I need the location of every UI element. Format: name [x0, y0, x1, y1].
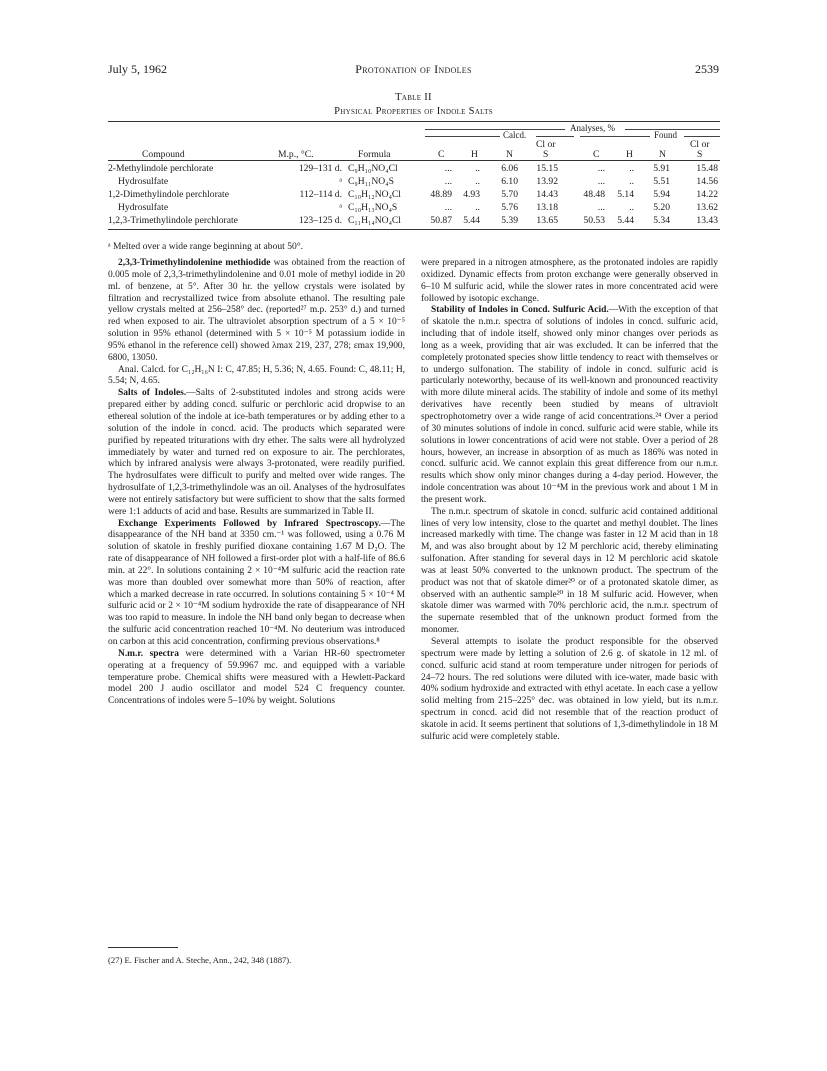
table-footnote: ᵃ Melted over a wide range beginning at about 50°. — [108, 241, 304, 252]
row5-n-found: 5.34 — [653, 215, 670, 226]
row4-c-calcd: ... — [444, 202, 452, 213]
row3-s-calcd: 14.43 — [536, 189, 558, 200]
row4-c-found: ... — [597, 202, 605, 213]
header-page-number: 2539 — [695, 62, 719, 76]
found-rule-right — [684, 136, 720, 137]
paragraph-text: Anal. Calcd. for C₁₂H₁₆N I: C, 47.85; H, 5.36; N, 4.65. Found: C, 48.11; H, 5.54; N, 4.65. — [108, 364, 405, 387]
paragraph-heading: Exchange Experiments Followed by Infrared Spectroscopy. — [118, 518, 381, 529]
row3-n-calcd: 5.70 — [501, 189, 518, 200]
col-header-h-calcd: H — [471, 149, 478, 160]
row5-c-found: 50.53 — [583, 215, 605, 226]
paragraph-heading: Salts of Indoles. — [118, 388, 187, 399]
paragraph-text: were determined with a Varian HR-60 spectrometer operating at a frequency of 59.9967 mc. and equipped with a variable temperature probe. Chemical shifts were measured with a Hewlett-Packard model 200 J audio oscillator and model 524 C frequency counter. Concentrations of indoles were 5–10% by weight. Solutions — [108, 648, 405, 707]
row1-n-found: 5.91 — [653, 163, 670, 174]
reference-rule — [108, 947, 178, 948]
paragraph — [108, 388, 405, 518]
col-header-n-calcd: N — [506, 149, 513, 160]
paragraph — [421, 305, 718, 506]
paragraph-text: was obtained from the reaction of 0.005 mole of 2,3,3-trimethylindolenine and 0.01 mole of methyl iodide in 20 ml. of benzene, at 5°. After 30 hr. the yellow crystals were isolated by filtration and recrystallized twice from absolute ethanol. The resulting pale yellow crystals melted at 256–258° dec. (reported²⁷ m.p. 253° d.) and turned red when exposed to air. The ultraviolet absorption spectrum of a 5 × 10⁻⁵ solution in 95% ethanol (determined with 5 × 10⁻⁵ M potassium iodide in 95% ethanol in the reference cell) showed λmax 219, 237, 278; εmax 19,900, 6800, 13050. — [108, 258, 405, 363]
table-header-rule — [108, 160, 720, 161]
row5-h-calcd: 5.44 — [463, 215, 480, 226]
col-header-s-calcd: S — [543, 149, 549, 160]
calcd-rule-left — [425, 136, 500, 137]
row4-compound: Hydrosulfate — [118, 202, 169, 213]
table-title: Table II — [395, 92, 432, 103]
table-top-rule — [108, 121, 720, 122]
col-header-cl-or-calcd: Cl or — [536, 139, 556, 150]
paragraph-heading: 2,3,3-Trimethylindolenine methiodide — [118, 258, 271, 268]
row1-n-calcd: 6.06 — [501, 163, 518, 174]
row1-h-calcd: .. — [475, 163, 480, 174]
row2-h-calcd: .. — [475, 176, 480, 187]
row5-h-found: 5.44 — [617, 215, 634, 226]
row2-n-found: 5.51 — [653, 176, 670, 187]
row3-n-found: 5.94 — [653, 189, 670, 200]
row1-compound: 2-Methylindole perchlorate — [108, 163, 214, 174]
row2-formula: C₉H₁₁NO₄S — [348, 176, 394, 187]
col-header-cl-or-found: Cl or — [690, 139, 710, 150]
right-column — [421, 258, 718, 744]
paragraph-text: —The disappearance of the NH band at 3350 cm.⁻¹ was followed, using a 0.76 M solution of skatole in freshly purified dioxane containing 1.67 M D₂O. The rate of disappearance of NH followed a first-order plot with a half-life of 86.6 min. at 22°. In solutions containing 2 × 10⁻⁴M sulfuric acid the reaction rate was more than doubled over somewhat more than 50% of reaction, after which a marked decrease in rate occurred. In solutions containing 5 × 10⁻⁴ M sulfuric acid or 2 × 10⁻⁴M sodium hydroxide the rate of disappearance of NH was too rapid to measure. In indole the NH band only began to decrease when the sulfuric acid concentration reached 10⁻⁴M. No deuterium was introduced on carbon at this acid concentration, confirming previous observations.⁸ — [108, 518, 405, 647]
row4-s-found: 13.62 — [696, 202, 718, 213]
row2-c-calcd: ... — [444, 176, 452, 187]
analyses-rule-left — [425, 129, 565, 130]
reference-27: (27) E. Fischer and A. Steche, Ann., 242, 348 (1887). — [108, 955, 292, 965]
row4-s-calcd: 13.18 — [536, 202, 558, 213]
paragraph-text: —With the exception of that of skatole the n.m.r. spectra of solutions of indoles in concd. sulfuric acid, including that of indole itself, showed only minor changes over periods as long as a week, providing that air was excluded. It can be inferred that the completely protonated species show little tendency to react with themselves or to undergo sulfonation. The stability of indole in concd. sulfuric acid is particularly noteworthy, because of its well-known and pronounced reactivity with more dilute mineral acids. The stability of indole and some of its methyl derivatives have recently been studied by means of ultraviolt spectrophotometry over a wide range of acid concentrations.²⁴ Over a period of 30 minutes solutions of indole in concd. sulfuric acid were stable, while its solutions in lower concentrations of acid were not stable. Over a period of 28 hours, however, an increase in absorption of as much as 186% was noted in concd. sulfuric acid. We cannot explain this great difference from our n.m.r. results which show only minor changes during a 4-day period. However, the indole concentration was about 10⁻⁴M in the previous work and about 1 M in the present work. — [421, 305, 718, 505]
row1-c-calcd: ... — [444, 163, 452, 174]
row5-compound: 1,2,3-Trimethylindole perchlorate — [108, 215, 238, 226]
row5-formula: C₁₁H₁₄NO₄Cl — [348, 215, 401, 226]
col-header-mp: M.p., °C. — [278, 149, 314, 160]
row2-h-found: .. — [629, 176, 634, 187]
row4-formula: C₁₀H₁₃NO₄S — [348, 202, 398, 213]
row2-c-found: ... — [597, 176, 605, 187]
header-title: Protonation of Indoles — [355, 62, 472, 76]
row4-n-found: 5.20 — [653, 202, 670, 213]
row2-compound: Hydrosulfate — [118, 176, 169, 187]
calcd-rule-right — [536, 136, 574, 137]
col-header-formula: Formula — [358, 149, 391, 160]
header-date: July 5, 1962 — [108, 62, 168, 76]
col-header-s-found: S — [697, 149, 703, 160]
paragraph — [421, 507, 718, 637]
col-header-n-found: N — [659, 149, 666, 160]
row1-mp: 129–131 d. — [298, 163, 342, 174]
row2-n-calcd: 6.10 — [501, 176, 518, 187]
col-header-c-found: C — [593, 149, 600, 160]
row1-c-found: ... — [597, 163, 605, 174]
row4-mp: ᵃ — [339, 202, 342, 213]
row4-h-calcd: .. — [475, 202, 480, 213]
row2-mp: ᵃ — [339, 176, 342, 187]
paragraph — [108, 365, 405, 389]
row3-compound: 1,2-Dimethylindole perchlorate — [108, 189, 229, 200]
running-header — [108, 62, 719, 80]
row5-s-found: 13.43 — [696, 215, 718, 226]
row3-c-found: 48.48 — [583, 189, 605, 200]
paragraph-heading: N.m.r. spectra — [118, 648, 179, 659]
row5-s-calcd: 13.65 — [536, 215, 558, 226]
paragraph-heading: Stability of Indoles in Concd. Sulfuric Acid. — [431, 305, 609, 316]
paragraph — [421, 258, 718, 305]
paragraph — [108, 519, 405, 649]
analyses-label: Analyses, % — [570, 123, 615, 133]
table-subtitle: Physical Properties of Indole Salts — [334, 106, 493, 117]
paragraph — [108, 649, 405, 708]
row3-c-calcd: 48.89 — [430, 189, 452, 200]
properties-table — [108, 121, 720, 239]
row2-s-found: 14.56 — [696, 176, 718, 187]
calcd-label: Calcd. — [503, 130, 527, 140]
col-header-c-calcd: C — [438, 149, 445, 160]
table-bottom-rule — [108, 229, 720, 230]
row1-formula: C₉H₁₀NO₄Cl — [348, 163, 398, 174]
paragraph-text: —Salts of 2-substituted indoles and strong acids were prepared either by adding concd. sulfuric or perchloric acid dropwise to an ethereal solution of the indole at ice-bath temperatures or by adding ether to a solution of the indole in concd. acid. The products which separated were purified by repeated triturations with dry ether. The salts were all hydrolyzed immediately by water and turned red on exposure to air. The perchlorates, which by infrared analysis were always 3-protonated, were readily purified. The hydrosulfates were difficult to purify and melted over wide ranges. The hydrosulfate of 1,2,3-trimethylindole was an oil. Analyses of the hydrosulfates were not entirely satisfactory but were sufficient to show that the salts formed were 1:1 adducts of acid and base. Results are summarized in Table II. — [108, 388, 406, 517]
row4-n-calcd: 5.76 — [501, 202, 518, 213]
row2-s-calcd: 13.92 — [536, 176, 558, 187]
row1-s-calcd: 15.15 — [536, 163, 558, 174]
paragraph-text: Several attempts to isolate the product responsible for the observed spectrum were made by letting a solution of 2.6 g. of skatole in 12 ml. of concd. sulfuric acid stand at room temperature under nitrogen for periods of 24–72 hours. The red solutions were diluted with ice-water, made basic with 40% sodium hydroxide and extracted with ethyl acetate. In each case a yellow solid melting from 215–225° dec. was obtained in low yield, but its n.m.r. spectrum in concd. acid did not resemble that of the reaction product of skatole in acid. It seems pertinent that solutions of 1,3-dimethylindole in 18 M sulfuric acid were completely stable. — [421, 637, 718, 742]
found-label: Found — [654, 130, 678, 140]
row5-c-calcd: 50.87 — [430, 215, 452, 226]
row3-formula: C₁₀H₁₂NO₄Cl — [348, 189, 401, 200]
row1-h-found: .. — [629, 163, 634, 174]
row3-s-found: 14.22 — [696, 189, 718, 200]
row5-n-calcd: 5.39 — [501, 215, 518, 226]
found-rule-left — [580, 136, 650, 137]
paragraph — [421, 637, 718, 744]
col-header-compound: Compound — [142, 149, 185, 160]
row3-h-calcd: 4.93 — [463, 189, 480, 200]
row3-mp: 112–114 d. — [299, 189, 342, 200]
col-header-h-found: H — [626, 149, 633, 160]
row4-h-found: .. — [629, 202, 634, 213]
row1-s-found: 15.48 — [696, 163, 718, 174]
paragraph — [108, 258, 405, 365]
left-column — [108, 258, 405, 708]
row5-mp: 123–125 d. — [298, 215, 342, 226]
paragraph-text: The n.m.r. spectrum of skatole in concd. sulfuric acid contained additional lines of very low intensity, close to the quartet and methyl doublet. The lines increased markedly with time. The change was faster in 12 M acid than in 18 M, and was also brought about by 12 M perchloric acid, thereby eliminating sulfonation. After standing for several days in 12 M perchloric acid skatole was at least 50% converted to the unknown product. The spectrum of the product was not that of skatole dimer²⁰ or of a protonated skatole dimer, as observed with an authentic sample²⁰ in 18 M sulfuric acid. However, when skatole dimer was warmed with 70% perchloric acid, the n.m.r. spectrum of the supernate resembled that of the unknown product formed from the monomer. — [421, 506, 718, 636]
paragraph-text: were prepared in a nitrogen atmosphere, as the protonated indoles are rapidly oxidized. Dynamic effects from proton exchange were generally observed in 6–10 M sulfuric acid, while the slower rates in more concentrated acid were followed by isotopic exchange. — [421, 258, 718, 304]
row3-h-found: 5.14 — [617, 189, 634, 200]
